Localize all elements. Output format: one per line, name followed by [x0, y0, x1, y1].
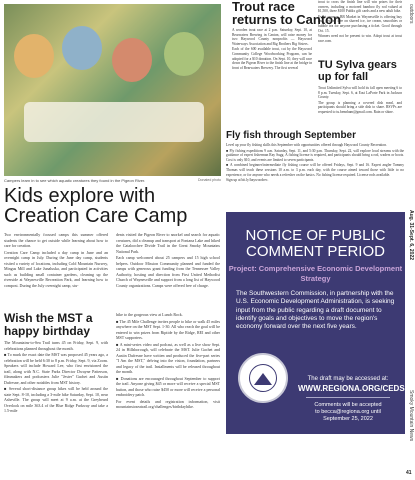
comments-email-line[interactable]: to becca@regiona.org until [315, 409, 381, 415]
fly-fish-headline: Fly fish through September [226, 130, 357, 141]
comments-info [298, 402, 398, 423]
mst-column-2 [116, 312, 220, 411]
camper-figure [14, 34, 54, 78]
fly-paragraph: Level up your fly fishing skills this September with opportunities offered through Haywood County Recreation. [226, 143, 387, 147]
mst-paragraph: For event details and registration information, visit mountainstoseatrail.org/challenges/birthdayhike. [116, 398, 220, 409]
mst-paragraph: ■ Several short-distance group hikes will be held around the state Sept. 8-10, including a 3-mile hike Saturday, Sept. 10, near Asheville. The group will meet at 9 a.m. at the Greybeard Overlook on mile 363.4 of the Blue Ridge Parkway and take a 1.5-mile [4, 386, 108, 413]
divider [306, 397, 390, 398]
tu-sylva-body [318, 86, 402, 116]
tu-paragraph: Trout Unlimited Sylva will hold its fall open meeting 6 to 8 p.m. Tuesday, Sept. 6, at East LaPorte Park in Jackson County. [318, 86, 402, 100]
trout-paragraph: A wooden trout race at 2 p.m. Saturday, Sept. 10, at Bearwaters Brewing in Canton, will raise money for two Haywood County nonprofits — Haywood Waterways Association and Big Brothers Big Sisters. [232, 28, 312, 46]
notice-body: The Southwestern Commission, in partnership with the U.S. Economic Development Administration, is seeking input from the public regarding a draft document to identify goals and objectives to move the region's economy forward over the next five years. [236, 290, 395, 331]
photo-caption: Campers learn in to see which aquatic creatures they found in the Pigeon River. [4, 178, 146, 183]
trout-race-headline: Trout race returns to Canton [232, 0, 342, 27]
mst-paragraph: The Mountains-to-Sea Trail turns 45 on Friday, Sept. 9, with celebrations planned throughout the month. [4, 340, 108, 351]
trout-column-2 [318, 0, 402, 44]
draft-url-link[interactable]: WWW.REGIONA.ORG/CEDS [298, 384, 405, 393]
camper-figure [164, 32, 204, 76]
mst-paragraph: ■ A mini-series video and podcast, as well as a live show Sept. 24 in Hillsborough, will celebrate the MST. Julie Gachet and Austin Dufresne have written and produced the five-part series "I Am the MST," delving into the vision, foundation, partners and legacy of the trail. Installments will be released throughout the month. [116, 341, 220, 374]
trout-paragraph: Each of the 600 available trout, cut by the Haywood Community College Woodworking Program, can be adopted for a $10 donation. On Sept. 10, they will race down the Pigeon River to the finish line at the bridge in front of Bearwaters Brewery. The first several [232, 47, 312, 70]
mst-paragraph: hike to the gorgeous view at Lunch Rock. [116, 312, 183, 317]
fly-signup: Sign up at bit.ly/haywoodrec. [226, 178, 269, 183]
tu-sylva-headline: TU Sylva gears up for fall [318, 59, 397, 83]
kids-column-2 [116, 232, 220, 289]
white-sorting-tray [24, 102, 204, 142]
section-label: outdoors [408, 4, 414, 24]
fly-fish-body [226, 143, 404, 184]
trout-paragraph: Event sponsor BB Market in Waynesville is offering buy one, get one free on shaved ice, ice cream, smoothies or bubble tea for anyone purchasing a ticket. Good through Oct. 15. [318, 14, 402, 33]
draft-access [298, 376, 405, 394]
mst-paragraph: ■ Donations are encouraged throughout September to support the trail. Anyone giving $45 or more will receive a special MST button, and those who raise $450 or more will receive a personal embroidery patch. [116, 375, 220, 397]
fly-paragraph: ■ Fly fishing expeditions 9 a.m. Saturday, Sept. 11, and 5:30 p.m. Thursday, Sept. 22, will explore local streams with the guidance of expert fisherman Ray Sugg. A fishing license is required, and participants should bring a rod, waders or boots. Cost is only $10, and events are limited to seven participants. [226, 148, 404, 162]
southwestern-commission-seal [238, 353, 288, 403]
draft-label: The draft may be accessed at: [307, 376, 389, 382]
kids-paragraph: Each camp welcomed about 25 campers and 15 high school helpers. Outdoor Mission Community planned and funded the camps with generous grant funding from the Tennessee Valley Authority, hosting and direction from First United Methodist Church of Waynesville and support from a long list of Haywood County organizations. Camps were offered free of charge. [116, 255, 220, 288]
campers-photo [4, 4, 221, 176]
tu-paragraph: The group is planning a covered dish meal, and participants should bring a side dish to share. RSVPs are requested to tu.bennham@gmail.com. Rain or shine. [318, 100, 402, 114]
mst-paragraph: ■ To mark the exact date the MST was proposed 45 years ago, a celebration will be held 6:30 to 8 p.m. Friday, Sept. 9, via Zoom. Speakers will include Howard Lee, who first envisioned the trail, along with N.C. State Parks Director Dwayne Patterson, filmmakers and podcasters Julie "Jester" Gachet and Austin Dufresne, and other notables from MST history. [4, 352, 108, 385]
camper-figure [112, 38, 152, 82]
kids-camp-headline: Kids explore with Creation Care Camp [4, 185, 188, 227]
kids-paragraph: Two environmentally focused camps this summer offered students the chance to get outside while learning about how to care for creation. [4, 232, 108, 248]
trout-column-1 [232, 28, 312, 71]
kids-paragraph: Creation Care Camp included a day camp in June and an overnight camp in July. During the June day camp, students visited a variety of locations, including Cold Mountain Nursery, Mingus Mill and Lake Junaluska, and participated in activities such as building small container gardens, cleaning up the riverside at Waynesville Recreation Park, and learning how to compost. During the July overnight camp, stu- [4, 249, 108, 288]
seal-mountain-icon [254, 373, 272, 385]
photo-credit: Donated photo [198, 178, 221, 182]
comments-line: Comments will be accepted [314, 402, 382, 408]
kids-paragraph: dents visited the Pigeon River to snorkel and search for aquatic creatures, did a cleanup and transport at Fontana Lake and hiked the Cataloochee Divide Trail in the Great Smoky Mountains National Park. [116, 232, 220, 254]
publication-name: Smoky Mountain News [408, 390, 414, 442]
photo-caption-row [4, 178, 221, 183]
fly-paragraph: ■ A combined beginner/intermediate fly fishing course will be offered Fridays, Sept. 9 and 16. Expert angler Tommy Thomas will teach these sessions 10 a.m. to 3 p.m. each day, with the course aimed toward those with little to no experience, or for anyone who needs a refresher on the basics. No fishing license required. License rods available. [226, 163, 404, 177]
trout-paragraph: trout to cross the finish line will win prizes for their owners, including a motored bamboo fly rod valued at $1,500, three $100 Publix gift cards and a new adult bike. [318, 0, 402, 14]
page-number: 41 [406, 470, 412, 476]
mst-column-1 [4, 340, 108, 415]
mst-birthday-headline: Wish the MST a happy birthday [4, 311, 93, 338]
notice-project: Project: Comprehensive Economic Development Strategy [228, 264, 403, 283]
issue-dateline: Aug. 31-Sept. 6, 2022 [408, 210, 414, 261]
trout-paragraph: Winners need not be present to win. Adopt trout at trout race.com. [318, 34, 402, 43]
mst-paragraph: ■ The 45 Mile Challenge invites people to hike or walk 45 miles anywhere on the MST Sept. 1-30. All who reach the goal will be entered to win prizes from Riptide by the Ridge, REI and other MST supporters. [116, 318, 220, 340]
camper-figure [62, 26, 102, 70]
public-comment-notice [226, 212, 405, 434]
kids-column-1 [4, 232, 108, 289]
notice-heading: NOTICE OF PUBLIC COMMENT PERIOD [245, 227, 386, 260]
comments-deadline: September 25, 2022 [323, 416, 373, 422]
